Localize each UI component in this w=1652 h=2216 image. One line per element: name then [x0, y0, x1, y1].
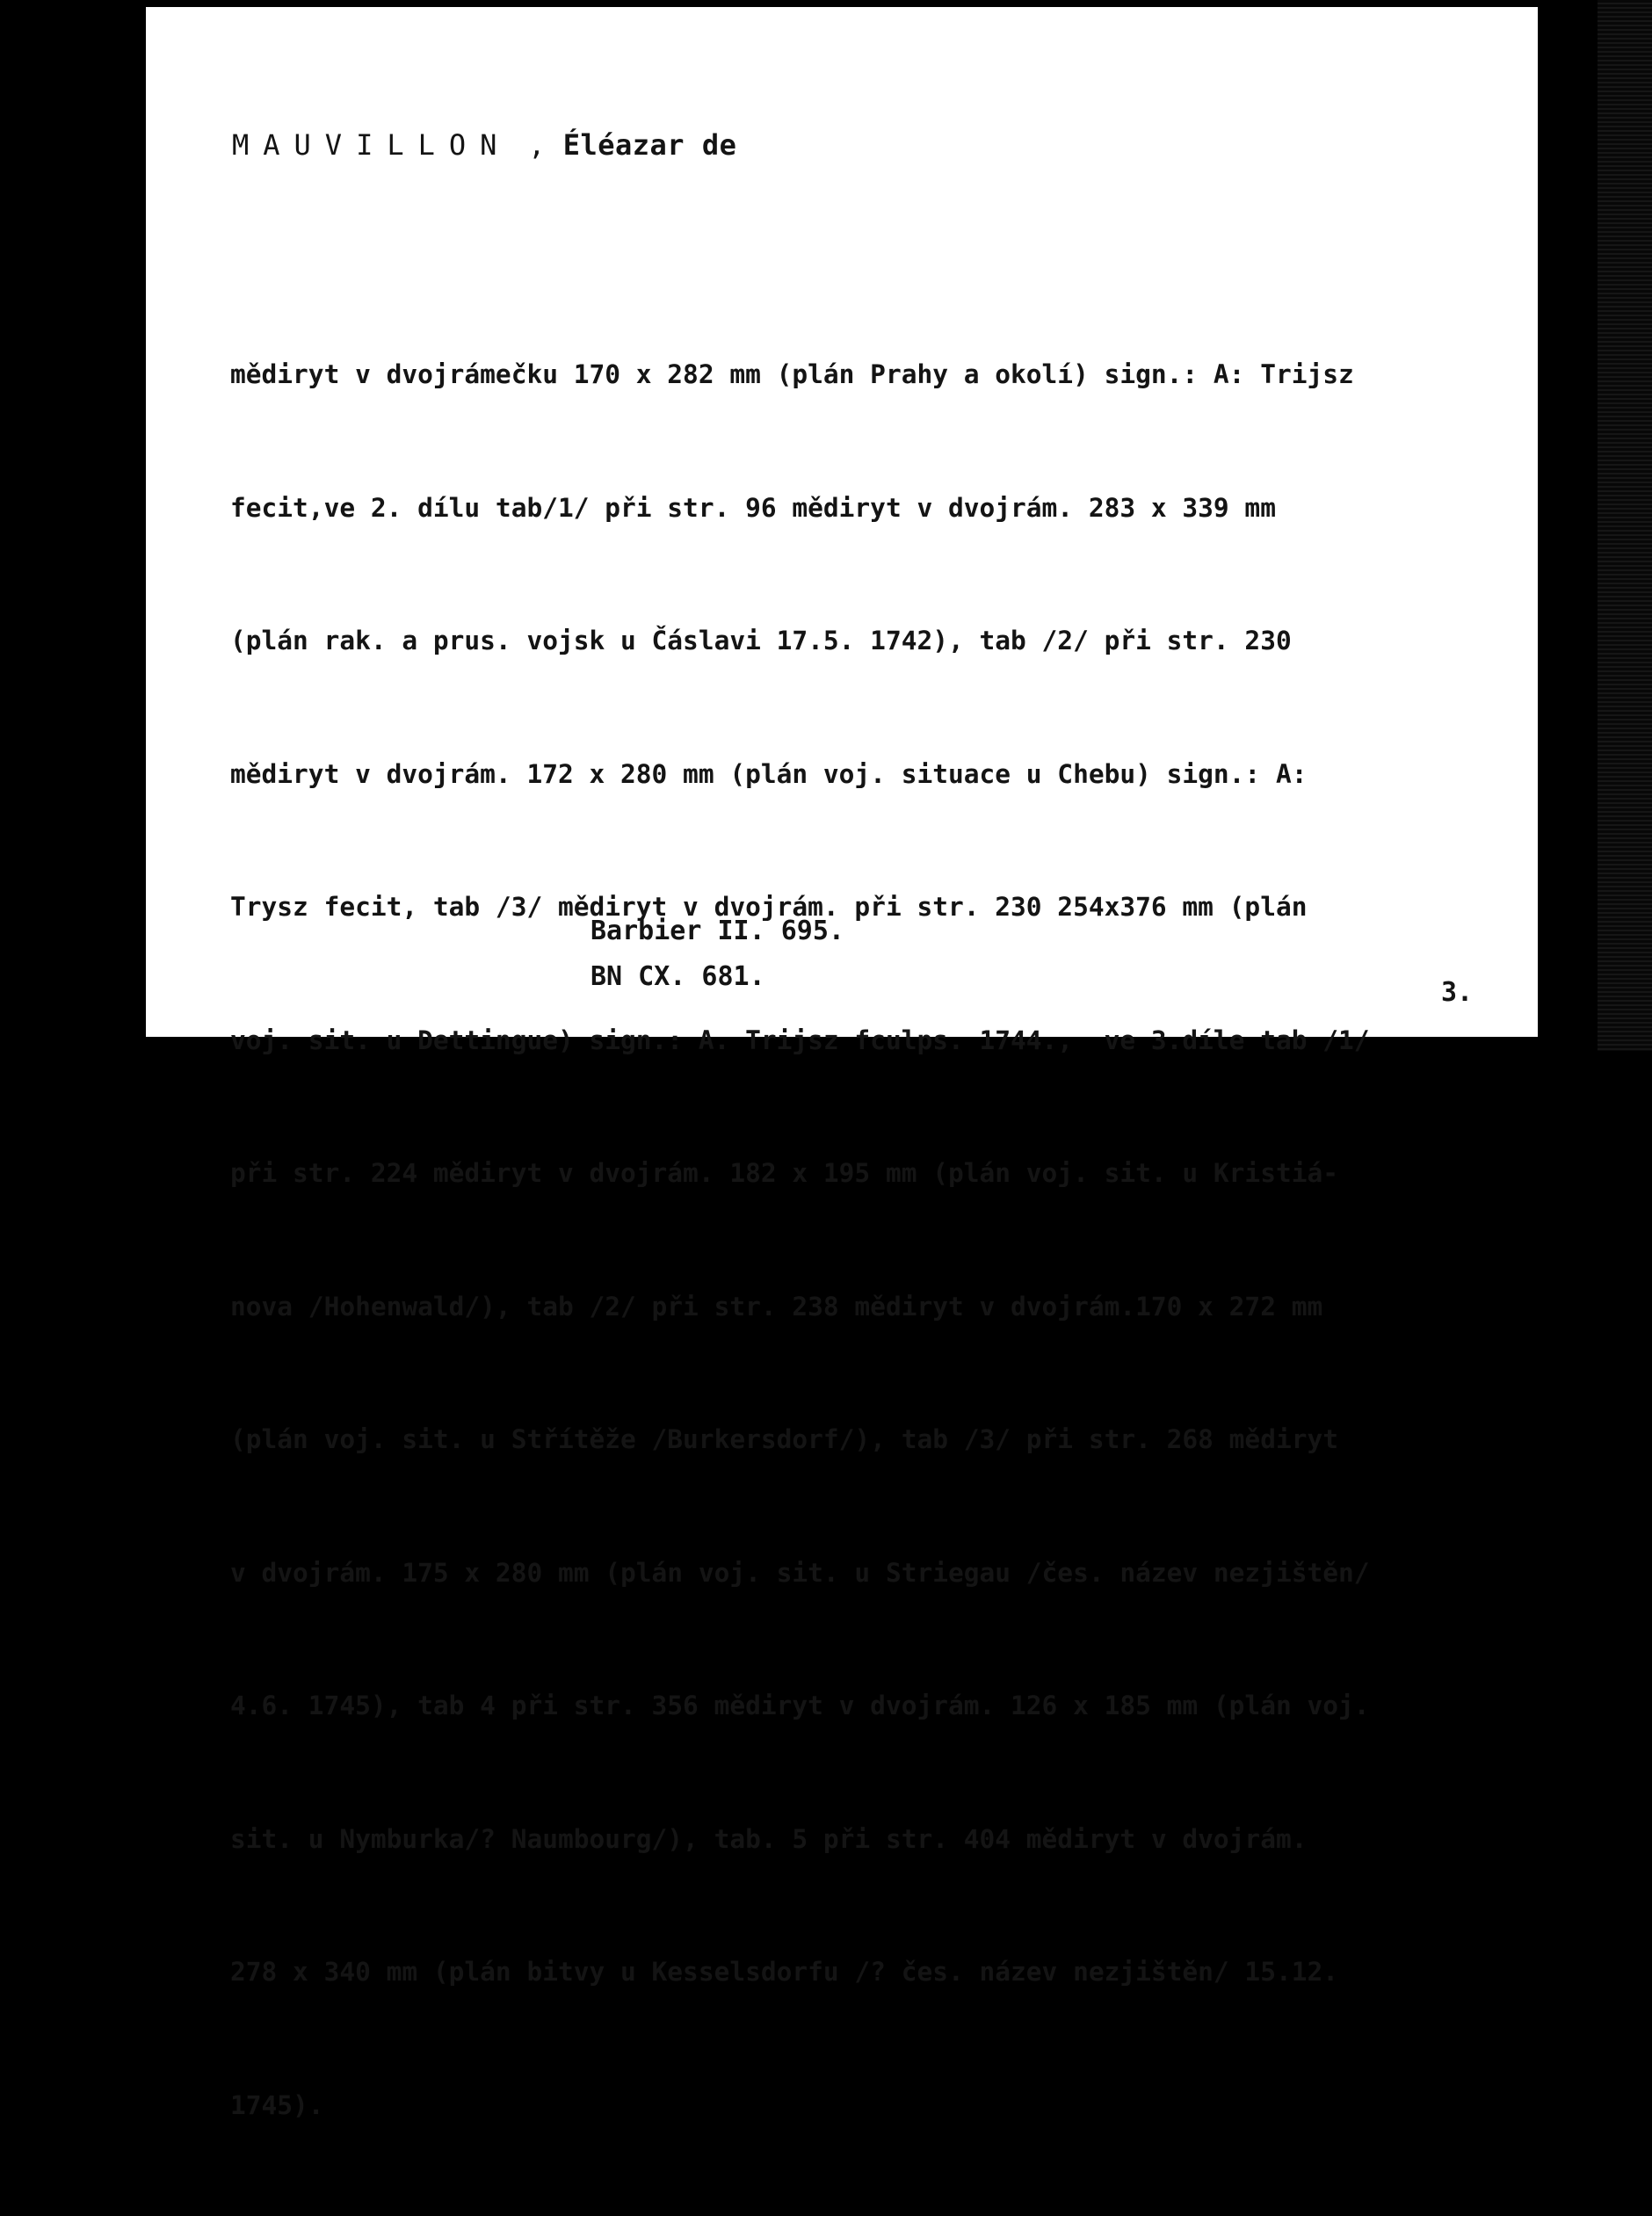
description-line: Trysz fecit, tab /3/ mědiryt v dvojrám. při str. 230 254x376 mm (plán — [230, 892, 1308, 922]
reference-bn: BN CX. 681. — [591, 961, 765, 992]
description-line: fecit,ve 2. dílu tab/1/ při str. 96 mědiryt v dvojrám. 283 x 339 mm — [230, 492, 1276, 523]
description-line: nova /Hohenwald/), tab /2/ při str. 238 mědiryt v dvojrám.170 x 272 mm — [230, 1291, 1323, 1322]
description-line: sit. u Nymburka/? Naumbourg/), tab. 5 při str. 404 mědiryt v dvojrám. — [230, 1823, 1308, 1854]
heading-separator: , — [511, 128, 563, 162]
description-line: 278 x 340 mm (plán bitvy u Kesselsdorfu /? čes. název nezjištěn/ 15.12. — [230, 1957, 1338, 1987]
description-line: mědiryt v dvojrámečku 170 x 282 mm (plán Prahy a okolí) sign.: A: Trijsz — [230, 359, 1354, 389]
description-line: 4.6. 1745), tab 4 při str. 356 mědiryt v dvojrám. 126 x 185 mm (plán voj. — [230, 1691, 1370, 1720]
description-line: (plán voj. sit. u Střítěže /Burkersdorf/), tab /3/ při str. 268 mědiryt — [230, 1424, 1338, 1454]
scan-edge-strip — [1598, 0, 1652, 1051]
description-line: mědiryt v dvojrám. 172 x 280 mm (plán voj. situace u Chebu) sign.: A: — [230, 758, 1308, 789]
reference-barbier: Barbier II. 695. — [591, 916, 844, 946]
author-surname: MAUVILLON — [232, 128, 511, 162]
description-line: (plán rak. a prus. vojsk u Čáslavi 17.5. 1742), tab /2/ při str. 230 — [230, 626, 1292, 655]
author-given-name: Éléazar de — [562, 128, 737, 162]
card-page-number: 3. — [1441, 977, 1474, 1008]
description-line: při str. 224 mědiryt v dvojrám. 182 x 195 mm (plán voj. sit. u Kristiá- — [230, 1158, 1338, 1188]
description-line: voj. sit. u Dettingue) sign.: A. Trijsz fculps. 1744., ve 3.díle tab /1/ — [230, 1025, 1370, 1055]
card-heading — [232, 128, 736, 162]
description-line: 1745). — [230, 2089, 324, 2120]
description-line: v dvojrám. 175 x 280 mm (plán voj. sit. u Striegau /čes. název nezjištěn/ — [230, 1557, 1370, 1588]
card-description — [230, 264, 1370, 2216]
